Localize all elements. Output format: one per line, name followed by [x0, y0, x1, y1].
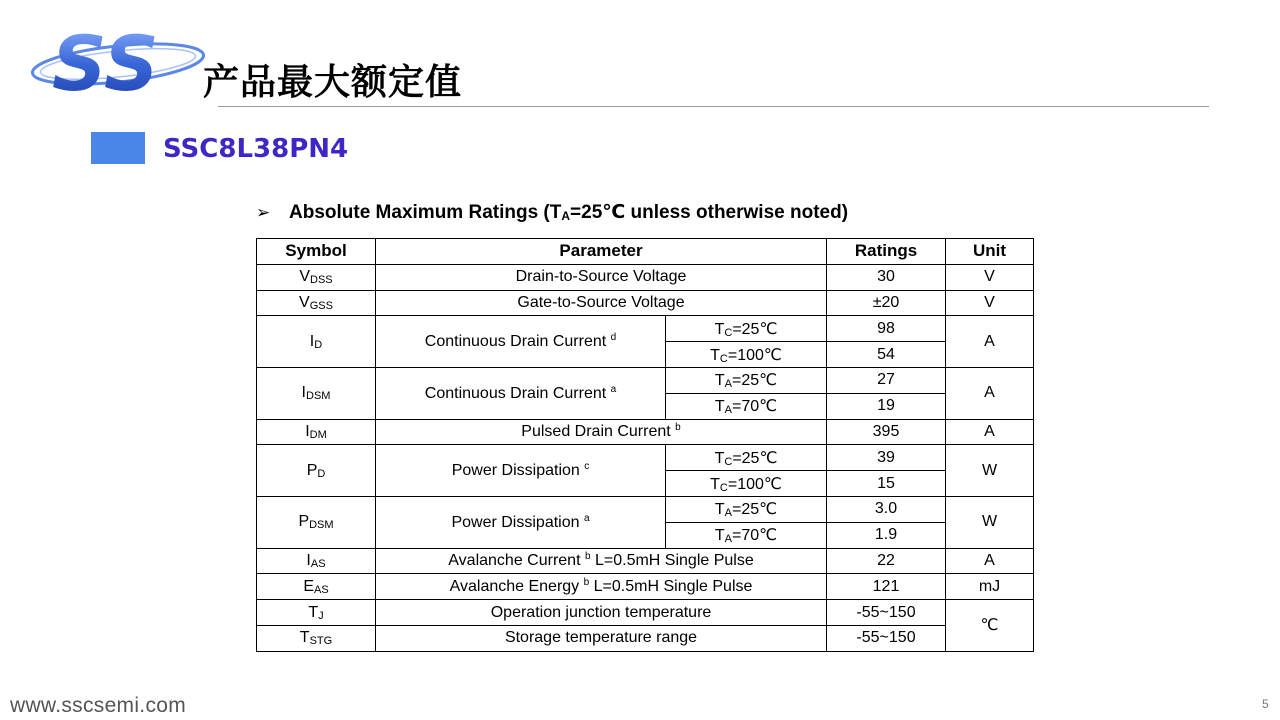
parameter-cell: Avalanche Energy $^b$ L=0.5mH Single Pulse	[376, 574, 827, 600]
table-caption: ➢ Absolute Maximum Ratings ($T_A=25℃$ unless otherwise noted)	[256, 202, 849, 223]
table-row	[257, 316, 1034, 342]
slide-title: 产品最大额定值	[203, 62, 463, 103]
unit-cell: A	[946, 316, 1034, 368]
header-parameter: Parameter	[376, 239, 827, 265]
parameter-cell: Power Dissipation $^a$	[376, 496, 666, 548]
table-row	[257, 600, 1034, 626]
unit-cell: W	[946, 445, 1034, 497]
rating-cell: -55~150	[827, 600, 946, 626]
unit-cell: V	[946, 290, 1034, 316]
table-header-row	[257, 239, 1034, 265]
unit-cell: A	[946, 548, 1034, 574]
parameter-cell: Power Dissipation $^c$	[376, 445, 666, 497]
condition-cell: TA=70℃	[666, 522, 827, 548]
rating-cell: 98	[827, 316, 946, 342]
rating-cell: 19	[827, 393, 946, 419]
parameter-cell: Avalanche Current $^b$ L=0.5mH Single Pulse	[376, 548, 827, 574]
table-row	[257, 574, 1034, 600]
condition-cell: TA=25℃	[666, 496, 827, 522]
symbol-cell: EAS	[257, 574, 376, 600]
symbol-cell: IDSM	[257, 367, 376, 419]
symbol-cell: IDM	[257, 419, 376, 445]
rating-cell: 27	[827, 367, 946, 393]
condition-cell: TC=25℃	[666, 316, 827, 342]
parameter-cell: Continuous Drain Current $^a$	[376, 367, 666, 419]
part-number: SSC8L38PN4	[163, 134, 349, 164]
parameter-cell: Operation junction temperature	[376, 600, 827, 626]
rating-cell: 15	[827, 471, 946, 497]
unit-cell: W	[946, 496, 1034, 548]
rating-cell: 3.0	[827, 496, 946, 522]
unit-cell: V	[946, 264, 1034, 290]
unit-cell: A	[946, 419, 1034, 445]
unit-cell: A	[946, 367, 1034, 419]
condition-cell: TC=100℃	[666, 342, 827, 368]
parameter-cell: Drain-to-Source Voltage	[376, 264, 827, 290]
condition-cell: TA=70℃	[666, 393, 827, 419]
symbol-cell: TSTG	[257, 625, 376, 651]
table-row	[257, 445, 1034, 471]
title-divider	[218, 106, 1209, 107]
rating-cell: -55~150	[827, 625, 946, 651]
condition-cell: TA=25℃	[666, 367, 827, 393]
symbol-cell: PDSM	[257, 496, 376, 548]
table-row	[257, 496, 1034, 522]
header-symbol: Symbol	[257, 239, 376, 265]
rating-cell: 22	[827, 548, 946, 574]
rating-cell: 395	[827, 419, 946, 445]
table-row	[257, 625, 1034, 651]
parameter-cell: Pulsed Drain Current $^b$	[376, 419, 827, 445]
table-row	[257, 290, 1034, 316]
table-row	[257, 264, 1034, 290]
table-row	[257, 367, 1034, 393]
header-unit: Unit	[946, 239, 1034, 265]
condition-cell: TC=100℃	[666, 471, 827, 497]
table-row	[257, 548, 1034, 574]
symbol-cell: ID	[257, 316, 376, 368]
unit-cell: mJ	[946, 574, 1034, 600]
unit-cell: ℃	[946, 600, 1034, 652]
parameter-cell: Storage temperature range	[376, 625, 827, 651]
symbol-cell: IAS	[257, 548, 376, 574]
symbol-cell: PD	[257, 445, 376, 497]
bullet-arrow-icon: ➢	[256, 203, 271, 222]
website-url: www.sscsemi.com	[10, 694, 187, 717]
parameter-cell: Gate-to-Source Voltage	[376, 290, 827, 316]
rating-cell: 30	[827, 264, 946, 290]
header-ratings: Ratings	[827, 239, 946, 265]
symbol-cell: VDSS	[257, 264, 376, 290]
condition-cell: TC=25℃	[666, 445, 827, 471]
page-number: 5	[1262, 697, 1269, 711]
symbol-cell: VGSS	[257, 290, 376, 316]
table-row	[257, 419, 1034, 445]
symbol-cell: TJ	[257, 600, 376, 626]
rating-cell: 54	[827, 342, 946, 368]
rating-cell: 121	[827, 574, 946, 600]
svg-text:SS: SS	[52, 19, 159, 103]
rating-cell: ±20	[827, 290, 946, 316]
rating-cell: 39	[827, 445, 946, 471]
absolute-max-ratings-table	[256, 238, 1034, 652]
parameter-cell: Continuous Drain Current $^d$	[376, 316, 666, 368]
section-marker	[91, 132, 145, 164]
rating-cell: 1.9	[827, 522, 946, 548]
company-logo	[30, 18, 210, 103]
